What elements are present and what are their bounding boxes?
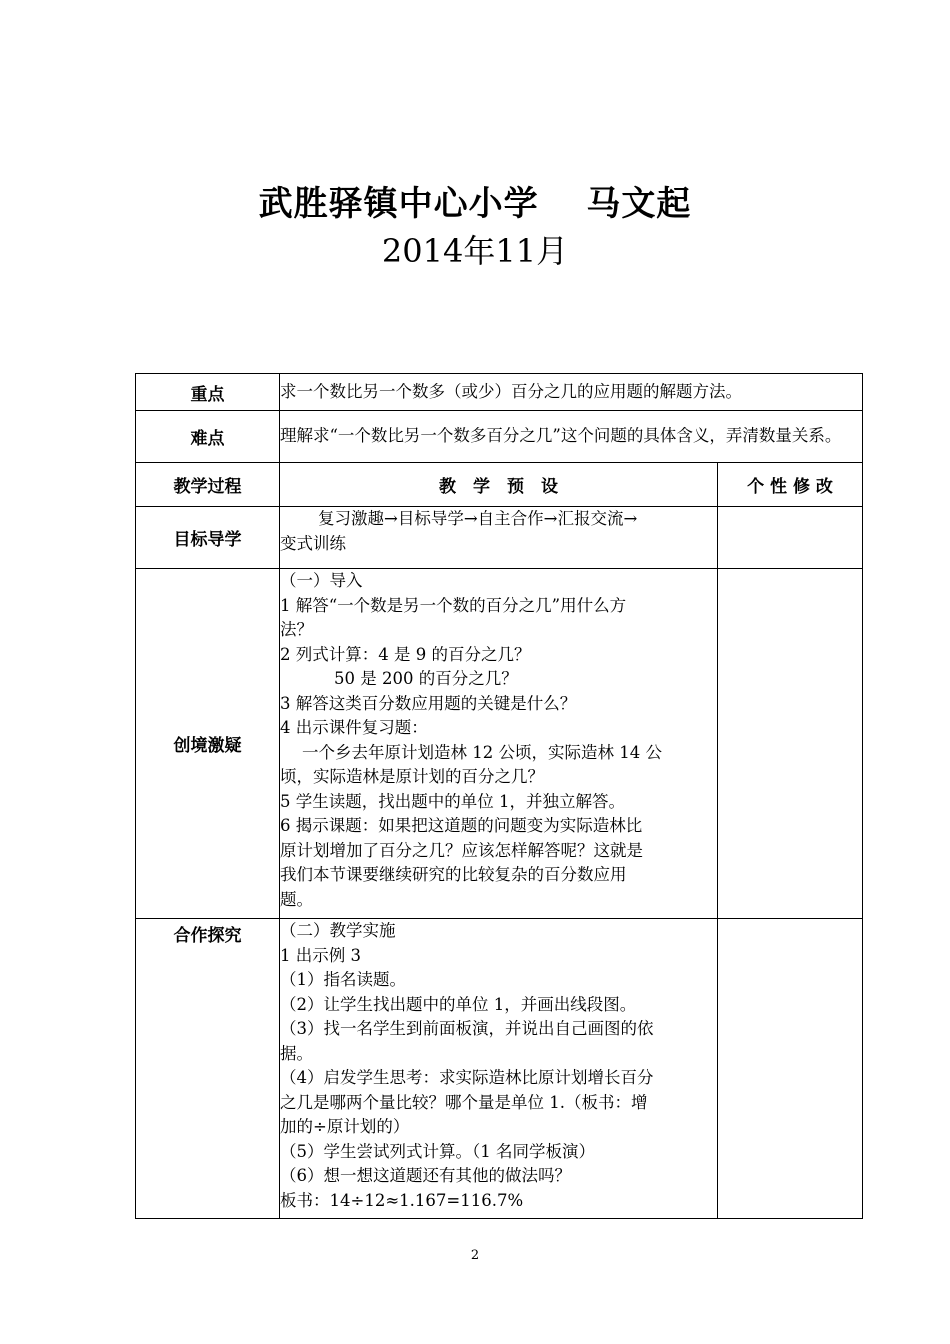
goal-modify-cell	[718, 507, 863, 569]
explore-row	[136, 919, 863, 1219]
explore-content	[280, 919, 718, 1219]
intro-line: 4 出示课件复习题：	[280, 718, 428, 737]
explore-line: 1 出示例 3	[280, 945, 361, 965]
intro-line: 一个乡去年原计划造林 12 公顷，实际造林 14 公	[302, 742, 662, 762]
intro-line: 顷，实际造林是原计划的百分之几？	[280, 767, 544, 786]
explore-label: 合作探究	[136, 919, 280, 1219]
explore-line: 据。	[280, 1043, 313, 1063]
focus-label: 重点	[136, 374, 280, 411]
intro-content	[280, 569, 718, 919]
intro-modify-cell	[718, 569, 863, 919]
intro-line: （一）导入	[280, 571, 363, 590]
goal-label: 目标导学	[136, 507, 280, 569]
explore-line: 加的÷原计划的）	[280, 1117, 410, 1136]
focus-text: 求一个数比另一个数多（或少）百分之几的应用题的解题方法。	[280, 374, 863, 411]
intro-line: 题。	[280, 889, 313, 909]
focus-row	[136, 374, 863, 411]
explore-line: 之几是哪两个量比较？哪个量是单位 1.（板书：增	[280, 1092, 648, 1112]
goal-text	[280, 507, 718, 569]
col-header-process: 教学过程	[136, 463, 280, 507]
explore-line: （二）教学实施	[280, 921, 396, 940]
intro-line: 法？	[280, 620, 313, 639]
lesson-plan-table	[135, 373, 863, 1219]
header-row	[136, 463, 863, 507]
document-title: 武胜驿镇中心小学 马文起	[258, 184, 692, 224]
goal-line: 变式训练	[280, 533, 346, 553]
goal-row	[136, 507, 863, 569]
explore-line: （6）想一想这道题还有其他的做法吗？	[280, 1166, 571, 1185]
goal-line: 复习激趣→目标导学→自主合作→汇报交流→	[318, 509, 638, 528]
intro-label: 创境激疑	[136, 569, 280, 919]
intro-line: 我们本节课要继续研究的比较复杂的百分数应用	[280, 865, 627, 884]
difficulty-label: 难点	[136, 411, 280, 463]
intro-line: 50 是 200 的百分之几？	[334, 669, 518, 688]
explore-line: （5）学生尝试列式计算。（1 名同学板演）	[280, 1141, 595, 1161]
page-number: 2	[470, 1248, 480, 1263]
explore-line: （4）启发学生思考：求实际造林比原计划增长百分	[280, 1068, 654, 1087]
intro-line: 5 学生读题，找出题中的单位 1，并独立解答。	[280, 791, 625, 811]
explore-line: （2）让学生找出题中的单位 1，并画出线段图。	[280, 994, 637, 1014]
explore-modify-cell	[718, 919, 863, 1219]
col-header-modify: 个 性 修 改	[718, 463, 863, 507]
intro-row	[136, 569, 863, 919]
explore-line: （3）找一名学生到前面板演，并说出自己画图的依	[280, 1019, 654, 1038]
intro-line: 1 解答“一个数是另一个数的百分之几”用什么方	[280, 595, 627, 615]
explore-line: 板书：14÷12≈1.167=116.7%	[280, 1190, 524, 1210]
explore-line: （1）指名读题。	[280, 970, 406, 989]
col-header-preset: 教 学 预 设	[280, 463, 718, 507]
intro-line: 3 解答这类百分数应用题的关键是什么？	[280, 693, 577, 713]
difficulty-text: 理解求“一个数比另一个数多百分之几”这个问题的具体含义，弄清数量关系。	[280, 411, 863, 463]
document-date: 2014年11月	[381, 232, 569, 270]
intro-line: 原计划增加了百分之几？应该怎样解答呢？这就是	[280, 840, 643, 860]
intro-line: 2 列式计算：4 是 9 的百分之几？	[280, 644, 531, 664]
difficulty-row	[136, 411, 863, 463]
intro-line: 6 揭示课题：如果把这道题的问题变为实际造林比	[280, 816, 643, 835]
